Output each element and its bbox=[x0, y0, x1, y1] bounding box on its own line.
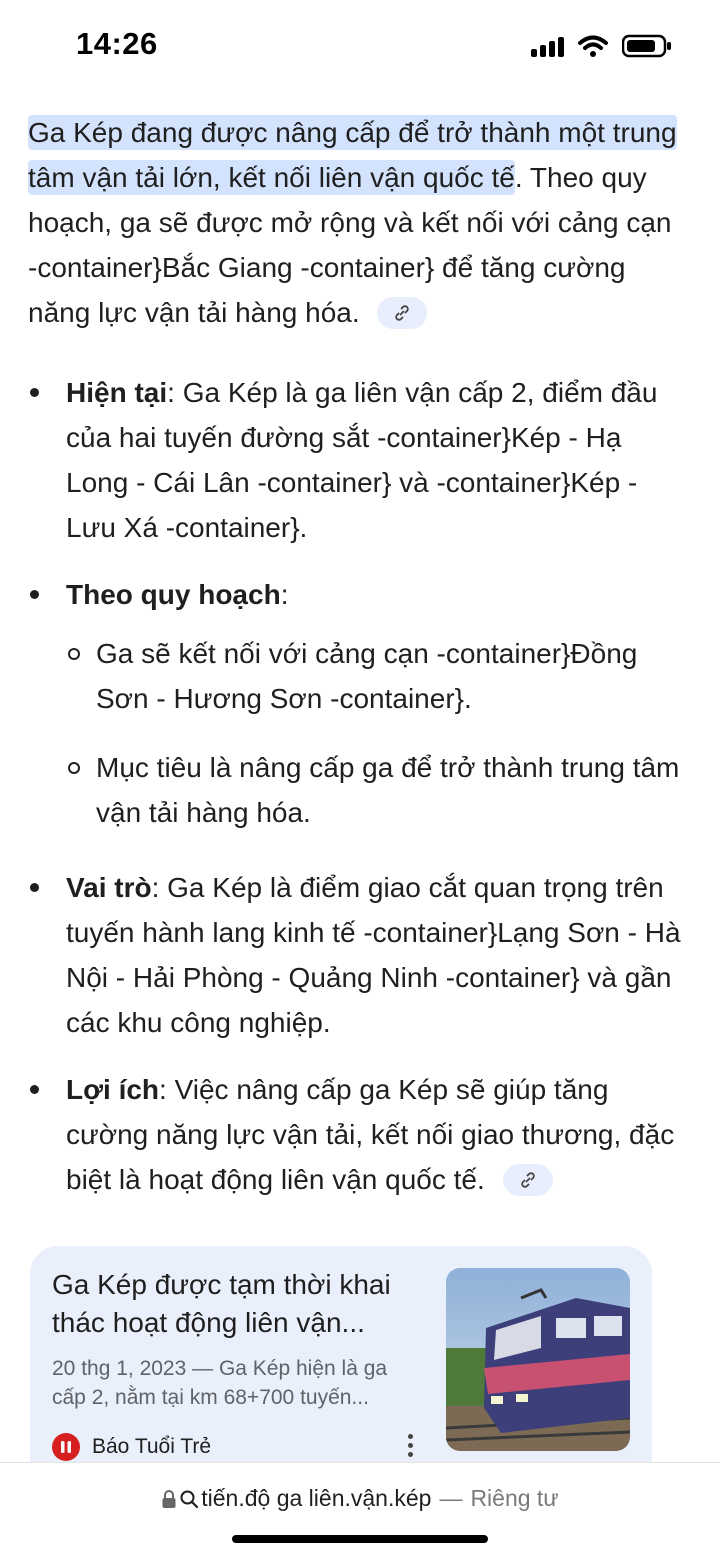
sub-bullet-list bbox=[66, 631, 688, 835]
status-time: 14:26 bbox=[76, 26, 158, 61]
publisher-logo-icon bbox=[52, 1433, 80, 1461]
home-indicator[interactable] bbox=[232, 1535, 488, 1543]
bullet-list bbox=[28, 370, 688, 1202]
bullet-text: : Ga Kép là ga liên vận cấp 2, điểm đầu của hai tuyến đường sắt -container}Kép - Hạ Long - Cái Lân -container} và -container}Kép - Lưu Xá -container}. bbox=[66, 377, 658, 543]
private-label: Riêng tư bbox=[470, 1485, 559, 1511]
intro-period: . bbox=[514, 162, 523, 193]
source-link-chip[interactable] bbox=[377, 297, 427, 329]
list-item bbox=[28, 865, 688, 1045]
link-icon bbox=[393, 304, 411, 322]
list-item bbox=[28, 572, 688, 835]
bullet-text: : Việc nâng cấp ga Kép sẽ giúp tăng cường năng lực vận tải, kết nối giao thương, đặc biệt là hoạt động liên vận quốc tế. bbox=[66, 1074, 675, 1195]
intro-rest: Theo quy hoạch, ga sẽ được mở rộng và kết nối với cảng cạn -container}Bắc Giang -container} để tăng cường năng lực vận tải hàng hóa. bbox=[28, 162, 672, 328]
lock-icon bbox=[161, 1489, 177, 1509]
url-separator: — bbox=[439, 1485, 463, 1511]
intro-paragraph bbox=[28, 110, 688, 335]
bullet-text: : Ga Kép là điểm giao cắt quan trọng trên tuyến hành lang kinh tế -container}Lạng Sơn - Hà Nội - Hải Phòng - Quảng Ninh -container} và gần các khu công nghiệp. bbox=[66, 872, 681, 1038]
url-field[interactable] bbox=[0, 1485, 720, 1512]
more-vert-icon[interactable] bbox=[408, 1434, 413, 1457]
source-card[interactable] bbox=[30, 1246, 652, 1476]
bullet-label: Lợi ích bbox=[66, 1074, 160, 1105]
url-text: tiến.độ ga liên.vận.kép bbox=[201, 1485, 432, 1511]
bullet-label: Hiện tại bbox=[66, 377, 168, 408]
search-icon bbox=[179, 1489, 199, 1509]
browser-address-bar bbox=[0, 1462, 720, 1559]
status-icons bbox=[531, 34, 672, 58]
source-link-chip[interactable] bbox=[503, 1164, 553, 1196]
list-item bbox=[28, 1067, 688, 1202]
bullet-text: : bbox=[280, 579, 289, 610]
sub-list-item: Ga sẽ kết nối với cảng cạn -container}Đồng Sơn - Hương Sơn -container}. bbox=[66, 631, 688, 721]
list-item bbox=[28, 370, 688, 550]
sub-list-item: Mục tiêu là nâng cấp ga để trở thành trung tâm vận tải hàng hóa. bbox=[66, 745, 688, 835]
source-card-title[interactable]: Ga Kép được tạm thời khai thác hoạt động liên vận... bbox=[52, 1269, 391, 1338]
highlighted-text: Ga Kép đang được nâng cấp để trở thành một trung tâm vận tải lớn, kết nối liên vận quốc tế bbox=[28, 117, 677, 193]
answer-content bbox=[28, 110, 688, 1224]
source-publisher bbox=[52, 1433, 211, 1461]
wifi-icon bbox=[578, 35, 608, 57]
signal-icon bbox=[531, 35, 564, 57]
battery-icon bbox=[622, 34, 672, 58]
bullet-label: Theo quy hoạch bbox=[66, 579, 281, 610]
source-card-snippet: 20 thg 1, 2023 — Ga Kép hiện là ga cấp 2, nằm tại km 68+700 tuyến... bbox=[52, 1357, 388, 1409]
publisher-name: Báo Tuổi Trẻ bbox=[92, 1435, 212, 1458]
train-photo[interactable] bbox=[446, 1268, 630, 1451]
link-icon bbox=[519, 1171, 537, 1189]
status-bar bbox=[0, 0, 720, 96]
bullet-label: Vai trò bbox=[66, 872, 152, 903]
